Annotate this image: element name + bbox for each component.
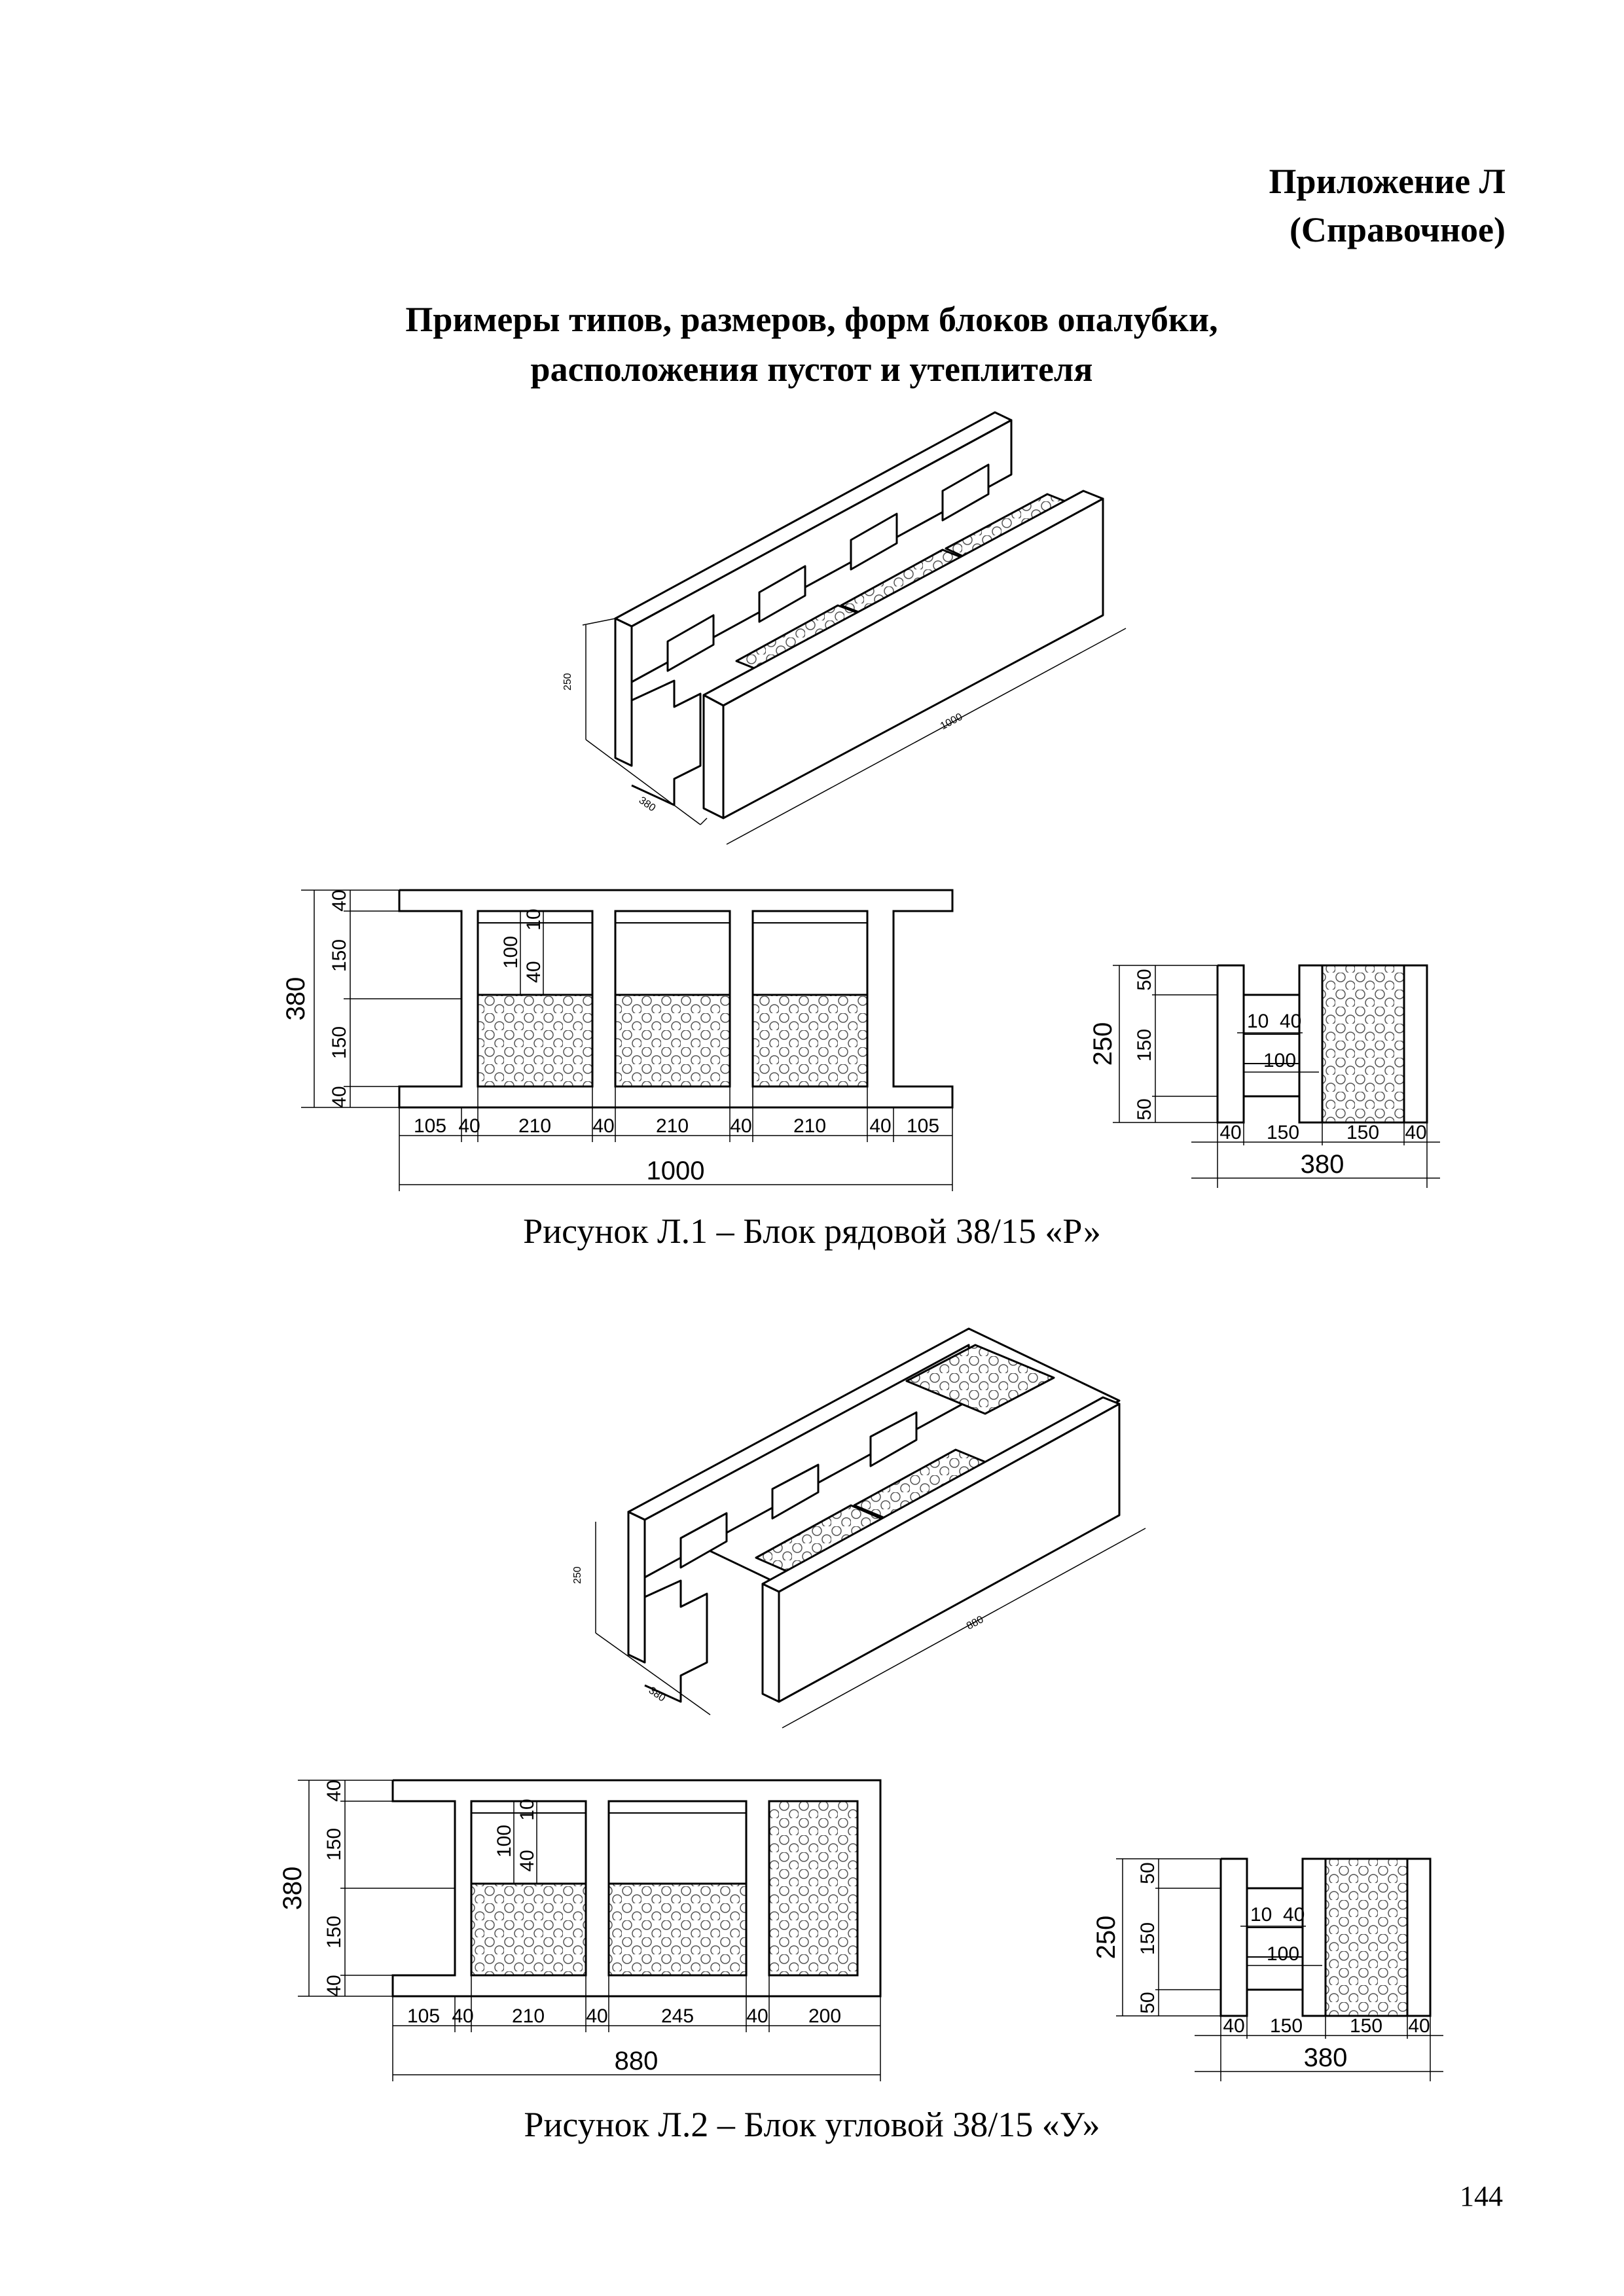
fig2-plan-total-height: 380 [278, 1866, 307, 1910]
fig1-plan-h-1: 40 [458, 1115, 480, 1137]
fig1-iso-depth-label: 380 [636, 795, 658, 814]
fig1-side-dim-100: 100 [1263, 1050, 1297, 1071]
fig2-plan-h-0: 105 [406, 2005, 441, 2027]
fig2-plan-view [278, 1767, 916, 2094]
figure-2-caption: Рисунок Л.2 – Блок угловой 38/15 «У» [524, 2105, 1100, 2144]
fig1-plan-view [281, 877, 982, 1204]
fig1-isometric-view [550, 399, 1191, 857]
fig2-side-h-2: 150 [1349, 2015, 1383, 2037]
fig2-side-v-2: 50 [1137, 1992, 1159, 2014]
fig1-side-v-1: 150 [1134, 1028, 1155, 1062]
fig1-plan-h-5: 40 [730, 1115, 752, 1137]
fig1-side-view [1089, 956, 1453, 1204]
fig1-plan-h-0: 105 [413, 1115, 447, 1137]
fig2-plan-h-5: 40 [746, 2005, 768, 2027]
fig2-plan-h-3: 40 [586, 2005, 608, 2027]
fig1-plan-total-length: 1000 [646, 1157, 705, 1185]
fig1-plan-h-7: 40 [869, 1115, 892, 1137]
fig2-isometric-view [556, 1322, 1178, 1741]
appendix-label: Приложение Л [1269, 162, 1506, 201]
fig2-plan-void-depth: 100 [494, 1824, 515, 1858]
fig2-iso-height-label: 250 [572, 1566, 583, 1584]
fig2-side-dim-100: 100 [1267, 1943, 1300, 1965]
fig2-plan-v-0: 40 [323, 1780, 345, 1802]
fig1-side-dim-10: 10 [1247, 1011, 1269, 1032]
fig2-plan-h-1: 40 [452, 2005, 474, 2027]
page-number: 144 [1460, 2180, 1503, 2212]
fig1-iso-length-label: 1000 [938, 711, 965, 732]
fig2-iso-depth-label: 380 [646, 1685, 668, 1704]
heading-line-2: расположения пустот и утеплителя [530, 350, 1093, 389]
fig1-plan-v-3: 40 [329, 1086, 350, 1108]
fig2-side-view [1092, 1849, 1456, 2098]
appendix-title [720, 157, 1506, 254]
fig2-plan-h-4: 245 [660, 2005, 695, 2027]
fig1-plan-h-2: 210 [518, 1115, 552, 1137]
fig1-side-v-2: 50 [1134, 1098, 1155, 1121]
fig2-side-v-0: 50 [1137, 1862, 1159, 1884]
fig1-plan-v-2: 150 [329, 1026, 350, 1060]
fig2-plan-total-length: 880 [614, 2047, 659, 2075]
fig1-side-total-width: 380 [1300, 1150, 1344, 1179]
appendix-type: (Справочное) [1289, 210, 1506, 249]
fig1-side-total-height: 250 [1089, 1022, 1117, 1066]
fig2-side-dim-10: 10 [1250, 1904, 1272, 1926]
fig1-plan-v-1: 150 [329, 939, 350, 973]
fig1-plan-void-top: 10 [523, 908, 545, 931]
fig1-side-h-3: 40 [1405, 1122, 1427, 1143]
fig1-plan-void-bottom: 40 [523, 961, 545, 983]
figure-1-caption: Рисунок Л.1 – Блок рядовой 38/15 «Р» [523, 1211, 1101, 1251]
fig2-side-h-3: 40 [1408, 2015, 1430, 2037]
fig2-plan-h-2: 210 [511, 2005, 545, 2027]
fig1-side-h-0: 40 [1219, 1122, 1242, 1143]
section-heading [196, 295, 1427, 394]
fig2-plan-void-top: 10 [516, 1799, 538, 1821]
fig2-side-v-1: 150 [1137, 1922, 1159, 1956]
fig2-plan-v-1: 150 [323, 1827, 345, 1861]
fig2-side-h-1: 150 [1269, 2015, 1303, 2037]
fig1-side-h-1: 150 [1266, 1122, 1300, 1143]
fig1-plan-h-8: 105 [906, 1115, 940, 1137]
fig2-plan-h-6: 200 [808, 2005, 842, 2027]
heading-line-1: Примеры типов, размеров, форм блоков опалубки, [405, 300, 1218, 339]
fig2-side-total-width: 380 [1303, 2043, 1348, 2072]
fig1-plan-void-depth: 100 [500, 935, 522, 969]
fig1-plan-h-6: 210 [793, 1115, 827, 1137]
fig1-side-dim-40: 40 [1280, 1011, 1302, 1032]
fig1-iso-height-label: 250 [562, 673, 573, 691]
fig2-plan-v-3: 40 [323, 1975, 345, 1997]
fig2-plan-v-2: 150 [323, 1915, 345, 1949]
fig1-plan-total-height: 380 [281, 977, 310, 1021]
fig1-plan-h-4: 210 [655, 1115, 689, 1137]
fig1-plan-v-0: 40 [329, 889, 350, 912]
fig1-side-v-0: 50 [1134, 969, 1155, 991]
fig1-plan-h-3: 40 [592, 1115, 615, 1137]
fig2-side-dim-40: 40 [1283, 1904, 1305, 1926]
fig1-side-h-2: 150 [1346, 1122, 1380, 1143]
fig2-iso-length-label: 880 [964, 1613, 986, 1632]
fig2-plan-void-bottom: 40 [516, 1850, 538, 1872]
fig2-side-h-0: 40 [1223, 2015, 1245, 2037]
fig2-side-total-height: 250 [1092, 1915, 1121, 1960]
